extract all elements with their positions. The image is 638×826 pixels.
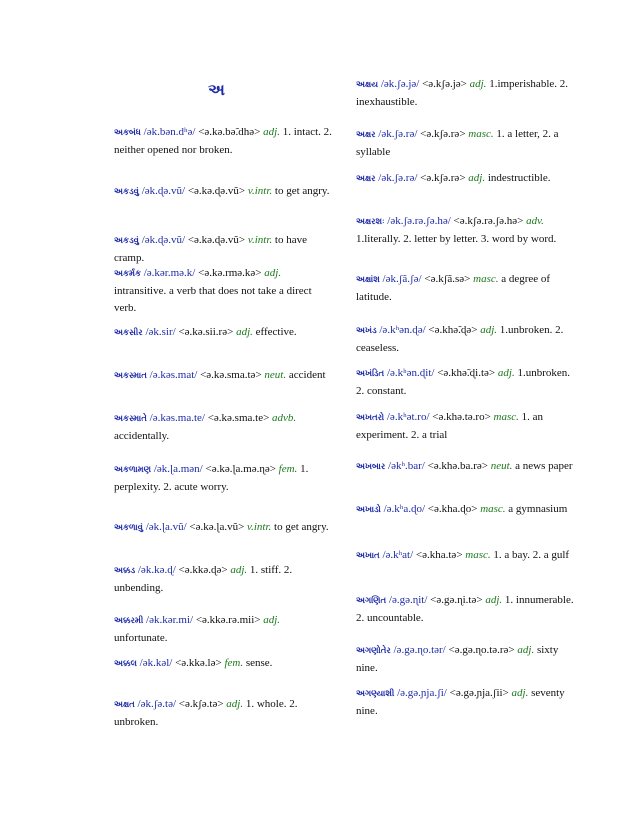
dictionary-entry: [114, 655, 336, 673]
entry-transliteration: <ə.kʃə.jə>: [422, 78, 467, 90]
entry-headword: અખાત: [356, 551, 380, 561]
dictionary-entry: [114, 124, 336, 159]
entry-part-of-speech: masc.: [480, 503, 506, 515]
dictionary-entry: [356, 592, 578, 627]
entry-ipa: /ə.kʰən.ɖit/: [386, 367, 435, 379]
entry-definition: sixty nine.: [356, 644, 559, 674]
entry-definition: 1. stiff. 2. unbending.: [114, 564, 293, 594]
entry-definition: 1. an experiment. 2. a trial: [356, 411, 544, 441]
entry-ipa: /ək.sir/: [145, 326, 176, 338]
entry-headword: અખતરો: [356, 413, 385, 423]
entry-ipa: /ək.ɖə.vũ/: [141, 185, 186, 197]
entry-part-of-speech: adj.: [517, 644, 535, 656]
dictionary-entry: [114, 265, 336, 317]
entry-part-of-speech: adj.: [230, 564, 248, 576]
entry-definition: 1.literally. 2. letter by letter. 3. word by word.: [356, 233, 557, 245]
entry-transliteration: <ə.gə.ɳo.tə.rə>: [448, 644, 515, 656]
entry-transliteration: <ə.kə.ɭa.mə.ɳə>: [205, 463, 276, 475]
dictionary-entry: [356, 409, 578, 444]
entry-definition: to have cramp.: [114, 234, 307, 264]
entry-ipa: /ək.kəl/: [139, 657, 173, 669]
entry-ipa: /ək.ɭa.mən/: [153, 463, 203, 475]
dictionary-entry: [114, 519, 336, 537]
entry-definition: seventy nine.: [356, 687, 565, 717]
section-letter-heading: અ: [208, 80, 225, 99]
entry-headword: અકસ્માતે: [114, 414, 147, 424]
entry-ipa: /ə.kəs.mat/: [149, 369, 198, 381]
entry-ipa: /ə.kʰət.ro/: [386, 411, 430, 423]
entry-part-of-speech: neut.: [264, 369, 287, 381]
dictionary-entry: [114, 232, 336, 267]
entry-part-of-speech: masc.: [473, 273, 499, 285]
entry-ipa: /ək.ʃə.jə/: [380, 78, 420, 90]
entry-ipa: /ək.ʃã.ʃə/: [382, 273, 422, 285]
entry-definition: a gymnasium: [508, 503, 568, 515]
entry-ipa: /ək.ɭa.vũ/: [145, 521, 187, 533]
entry-transliteration: <ə.kə.ɖə.vũ>: [187, 234, 246, 246]
entry-part-of-speech: adj.: [468, 172, 486, 184]
entry-ipa: /ək.bən.dʰə/: [143, 126, 196, 138]
entry-part-of-speech: advb.: [272, 412, 297, 424]
entry-definition: 1. perplexity. 2. acute worry.: [114, 463, 309, 493]
entry-headword: અક્ષર: [356, 174, 376, 184]
entry-ipa: /ək.ʃə.rə.ʃə.hə/: [387, 215, 451, 227]
entry-definition: accidentally.: [114, 430, 170, 442]
entry-headword: અક્ષય: [356, 80, 379, 90]
dictionary-entry: [114, 367, 336, 385]
dictionary-entry: [114, 183, 336, 201]
entry-transliteration: <ə.kə.sma.tə>: [200, 369, 262, 381]
entry-definition: 1.imperishable. 2. inexhaustible.: [356, 78, 569, 108]
entry-headword: અખાડો: [356, 505, 381, 515]
entry-headword: અકળામણ: [114, 465, 152, 475]
entry-definition: to get angry.: [274, 521, 329, 533]
entry-headword: અકડવું: [114, 187, 139, 197]
entry-ipa: /ək.ʃə.rə/: [378, 172, 418, 184]
entry-transliteration: <ə.kʃə.rə.ʃə.hə>: [453, 215, 524, 227]
dictionary-entry: [356, 501, 578, 519]
entry-ipa: /ə.kʰat/: [382, 549, 414, 561]
entry-part-of-speech: adj.: [511, 687, 529, 699]
entry-definition: 1. a letter, 2. a syllable: [356, 128, 559, 158]
entry-transliteration: <ə.kə.rmə.kə>: [198, 267, 262, 279]
entry-definition: 1. whole. 2. unbroken.: [114, 698, 298, 728]
dictionary-entry: [114, 562, 336, 597]
entry-transliteration: <ə.kə.ɭa.vũ>: [189, 521, 245, 533]
entry-part-of-speech: adj.: [236, 326, 253, 338]
entry-part-of-speech: neut.: [490, 460, 513, 472]
entry-transliteration: <ə.khə.tə.ro>: [432, 411, 491, 423]
entry-definition: a degree of latitude.: [356, 273, 551, 303]
entry-transliteration: <ə.kʃã.sə>: [424, 273, 471, 285]
entry-part-of-speech: v.intr.: [247, 185, 273, 197]
entry-ipa: /ək.kə.ɖ/: [137, 564, 176, 576]
entry-headword: અક્ષરશઃ: [356, 217, 385, 227]
entry-part-of-speech: masc.: [465, 549, 491, 561]
entry-headword: અખબાર: [356, 462, 386, 472]
entry-part-of-speech: v.intr.: [247, 234, 273, 246]
entry-transliteration: <ə.gə.ɲja.ʃii>: [449, 687, 509, 699]
entry-ipa: /ə.gə.ɳit/: [388, 594, 428, 606]
entry-transliteration: <ə.gə.ɳi.tə>: [430, 594, 483, 606]
entry-part-of-speech: adj.: [480, 324, 498, 336]
dictionary-entry: [356, 685, 578, 720]
entry-transliteration: <ə.khə.ba.rə>: [427, 460, 488, 472]
entry-ipa: /ək.ɖə.vũ/: [141, 234, 186, 246]
dictionary-entry: [356, 642, 578, 677]
dictionary-entry: [114, 461, 336, 496]
dictionary-entry: [114, 324, 336, 342]
entry-part-of-speech: masc.: [493, 411, 519, 423]
entry-transliteration: <ə.khə̃.ɖi.tə>: [437, 367, 496, 379]
entry-part-of-speech: adj.: [469, 78, 487, 90]
entry-definition: effective.: [255, 326, 297, 338]
dictionary-entry: [114, 696, 336, 731]
dictionary-entry: [356, 547, 578, 565]
entry-definition: to get angry.: [274, 185, 330, 197]
entry-part-of-speech: adj.: [497, 367, 515, 379]
entry-definition: a news paper: [515, 460, 573, 472]
entry-headword: અગણ્યાશી: [356, 689, 395, 699]
entry-transliteration: <ə.kʃə.rə>: [420, 128, 466, 140]
dictionary-entry: [114, 410, 336, 445]
entry-definition: indestructible.: [487, 172, 551, 184]
entry-definition: intransitive. a verb that does not take a direct verb.: [114, 285, 312, 314]
entry-part-of-speech: adv.: [526, 215, 544, 227]
entry-transliteration: <ə.kə.ɖə.vũ>: [187, 185, 246, 197]
dictionary-entry: [356, 458, 578, 476]
entry-transliteration: <ə.kə.bə̃.dhə>: [198, 126, 261, 138]
entry-ipa: /ə.gə.ɳo.tər/: [393, 644, 446, 656]
entry-ipa: /ə.kəs.ma.te/: [149, 412, 205, 424]
entry-transliteration: <ə.kha.tə>: [415, 549, 463, 561]
entry-definition: unfortunate.: [114, 632, 168, 644]
entry-ipa: /ə.gə.ɲja.ʃi/: [397, 687, 447, 699]
entry-definition: 1.unbroken. 2. ceaseless.: [356, 324, 564, 354]
entry-ipa: /ə.kʰa.ɖo/: [383, 503, 426, 515]
entry-transliteration: <ə.kkə.ɖə>: [178, 564, 228, 576]
entry-part-of-speech: adj.: [226, 698, 244, 710]
entry-transliteration: <ə.kha.ɖo>: [427, 503, 478, 515]
entry-transliteration: <ə.kʃə.tə>: [178, 698, 224, 710]
entry-transliteration: <ə.kʃə.rə>: [420, 172, 466, 184]
entry-definition: 1. a bay. 2. a gulf: [493, 549, 570, 561]
entry-headword: અકર્મક: [114, 269, 141, 279]
entry-part-of-speech: adj.: [264, 267, 282, 279]
entry-transliteration: <ə.kə.sii.rə>: [178, 326, 234, 338]
entry-transliteration: <ə.khə̃.ɖə>: [428, 324, 478, 336]
entry-part-of-speech: v.intr.: [247, 521, 272, 533]
entry-headword: અકસીર: [114, 328, 143, 338]
entry-headword: અકબંધ: [114, 128, 141, 138]
dictionary-entry: [114, 612, 336, 647]
dictionary-entry: [356, 365, 578, 400]
entry-ipa: /ək.kər.mi/: [146, 614, 194, 626]
entry-headword: અક્ષર: [356, 130, 376, 140]
entry-transliteration: <ə.kkə.rə.mii>: [195, 614, 261, 626]
entry-transliteration: <ə.kkə.lə>: [175, 657, 222, 669]
entry-headword: અકસ્માત: [114, 371, 147, 381]
dictionary-entry: [356, 76, 578, 111]
dictionary-entry: [356, 271, 578, 306]
entry-headword: અખંડ: [356, 326, 377, 336]
entry-definition: accident: [288, 369, 326, 381]
dictionary-entry: [356, 126, 578, 161]
dictionary-entry: [356, 213, 578, 248]
entry-ipa: /əkʰ.bar/: [388, 460, 425, 472]
entry-ipa: /ə.kər.mə.k/: [143, 267, 196, 279]
entry-part-of-speech: adj.: [485, 594, 503, 606]
entry-part-of-speech: adj.: [263, 126, 280, 138]
entry-headword: અગણિત: [356, 596, 387, 606]
entry-ipa: /ək.ʃə.rə/: [378, 128, 418, 140]
entry-headword: અખંડિત: [356, 369, 385, 379]
entry-headword: અક્ષત: [114, 700, 135, 710]
entry-headword: અક્ષાંશ: [356, 275, 380, 285]
entry-transliteration: <ə.kə.sma.te>: [207, 412, 270, 424]
entry-headword: અક્કલ: [114, 659, 137, 669]
entry-headword: અક્કરમી: [114, 616, 144, 626]
entry-headword: અકડવું: [114, 236, 139, 246]
entry-part-of-speech: fem.: [224, 657, 244, 669]
entry-definition: 1. innumerable. 2. uncountable.: [356, 594, 574, 624]
entry-part-of-speech: adj.: [263, 614, 281, 626]
dictionary-entry: [356, 322, 578, 357]
entry-ipa: /ək.ʃə.tə/: [137, 698, 177, 710]
entry-part-of-speech: masc.: [468, 128, 494, 140]
entry-headword: અકળાવું: [114, 523, 143, 533]
entry-definition: sense.: [245, 657, 273, 669]
entry-definition: 1. intact. 2. neither opened nor broken.: [114, 126, 332, 156]
entry-ipa: /ə.kʰən.ɖə/: [379, 324, 426, 336]
entry-headword: અક્કડ: [114, 566, 136, 576]
dictionary-entry: [356, 170, 578, 188]
entry-part-of-speech: fem.: [278, 463, 298, 475]
entry-definition: 1.unbroken. 2. constant.: [356, 367, 570, 397]
entry-headword: અગણોતેર: [356, 646, 391, 656]
